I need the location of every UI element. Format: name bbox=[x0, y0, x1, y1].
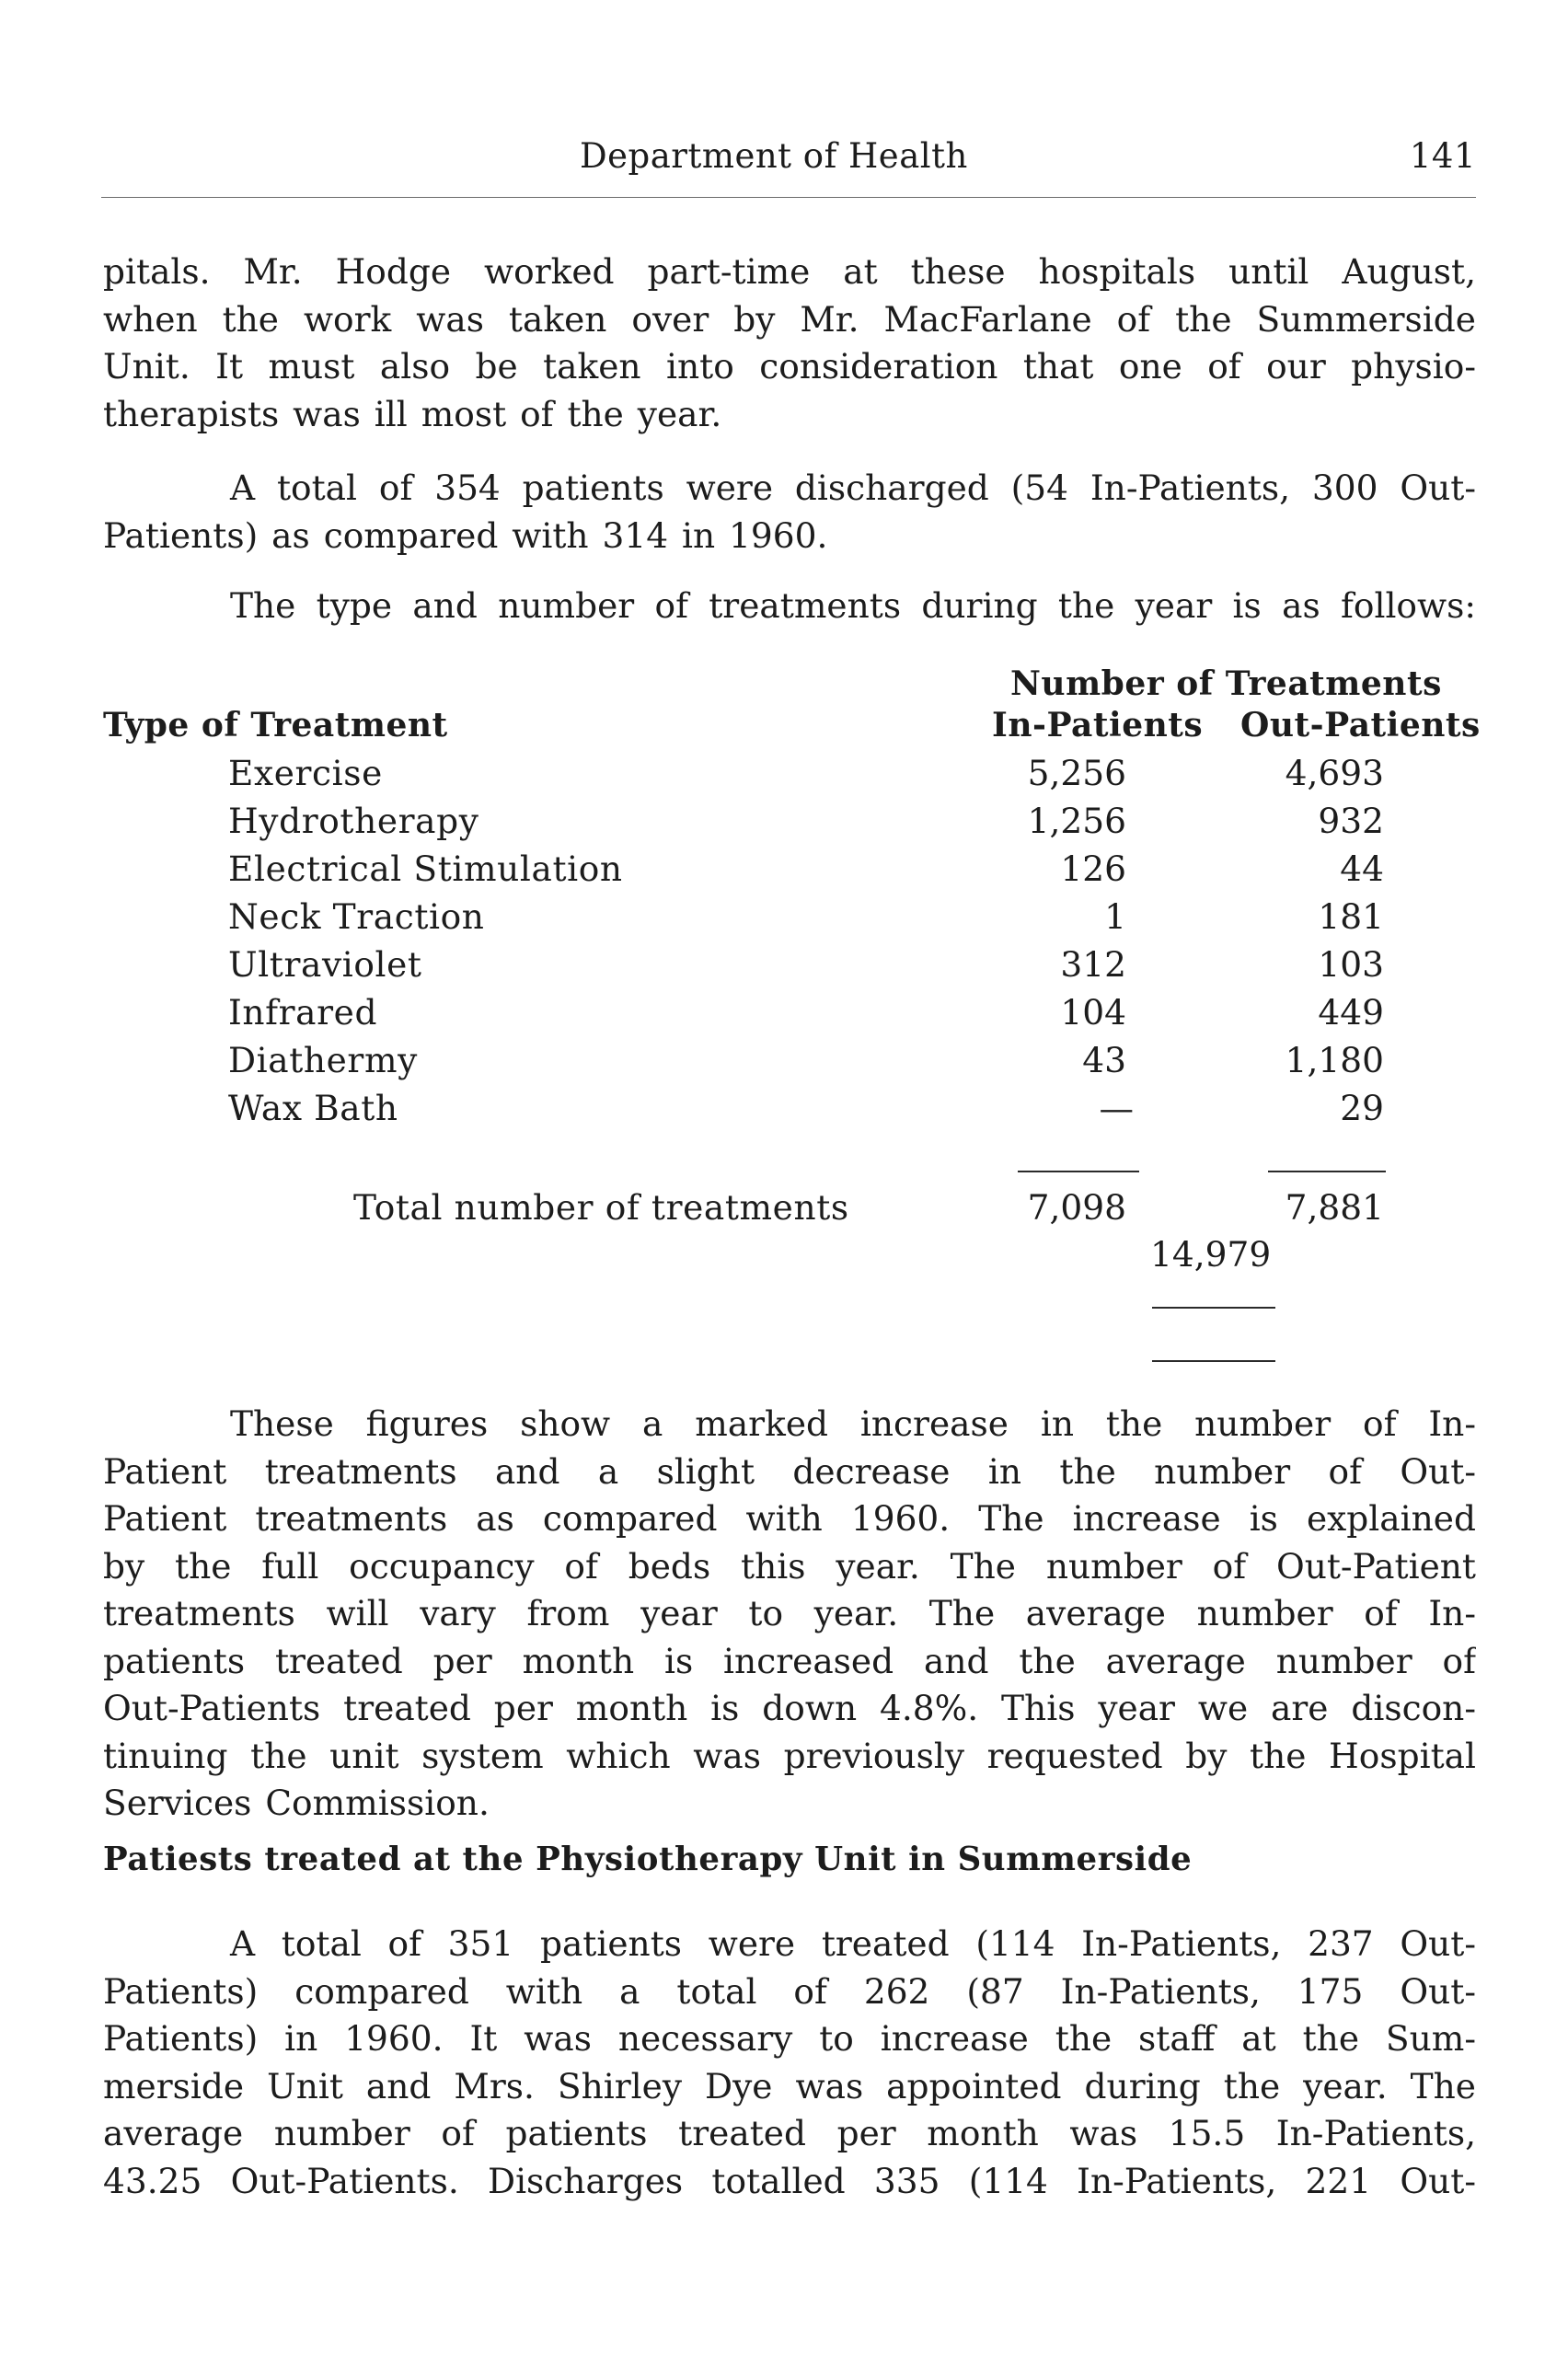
table-cell-out: 103 bbox=[1318, 944, 1384, 985]
grand-total-rule-bottom bbox=[1152, 1360, 1275, 1362]
paragraph-3 bbox=[103, 583, 1476, 630]
table-column-header-type: Type of Treatment bbox=[103, 706, 448, 744]
table-cell-in: 5,256 bbox=[1027, 753, 1126, 793]
paragraph-line: Patient treatments as compared with 1960. The increase is explained bbox=[103, 1498, 1476, 1539]
paragraph-line: pitals. Mr. Hodge worked part-time at these hospitals until August, bbox=[103, 251, 1476, 292]
table-cell-out: 4,693 bbox=[1285, 753, 1384, 793]
table-row-label: Ultraviolet bbox=[228, 944, 422, 985]
table-column-header-out: Out-Patients bbox=[1240, 706, 1481, 744]
paragraph-line: 43.25 Out-Patients. Discharges totalled 335 (114 In-Patients, 221 Out- bbox=[103, 2160, 1476, 2201]
table-row-label: Exercise bbox=[228, 753, 383, 793]
paragraph-line: A total of 354 patients were discharged (54 In-Patients, 300 Out- bbox=[230, 467, 1476, 508]
table-row-label: Diathermy bbox=[228, 1040, 418, 1080]
paragraph-4 bbox=[103, 1401, 1476, 1828]
table-row-label: Neck Traction bbox=[228, 896, 485, 937]
table-grand-total: 14,979 bbox=[1150, 1234, 1272, 1275]
table-cell-out: 449 bbox=[1318, 992, 1384, 1033]
paragraph-line: Patients) compared with a total of 262 (87 In-Patients, 175 Out- bbox=[103, 1970, 1476, 2012]
running-header bbox=[101, 136, 1476, 191]
paragraph-2 bbox=[103, 465, 1476, 560]
table-cell-out: 29 bbox=[1340, 1088, 1384, 1128]
table-cell-in: — bbox=[1099, 1088, 1134, 1128]
table-cell-out: 44 bbox=[1340, 848, 1384, 889]
paragraph-line: Patient treatments and a slight decrease in the number of Out- bbox=[103, 1450, 1476, 1492]
paragraph-line: treatments will vary from year to year. The average number of In- bbox=[103, 1593, 1476, 1633]
paragraph-line: Out-Patients treated per month is down 4.8%. This year we are discon- bbox=[103, 1688, 1476, 1728]
table-total-out: 7,881 bbox=[1285, 1187, 1384, 1228]
table-cell-in: 1,256 bbox=[1027, 801, 1126, 841]
paragraph-line: patients treated per month is increased and the average number of bbox=[103, 1640, 1476, 1681]
table-cell-in: 1 bbox=[1104, 896, 1126, 937]
paragraph-line: average number of patients treated per month was 15.5 In-Patients, bbox=[103, 2113, 1476, 2153]
table-cell-in: 126 bbox=[1060, 848, 1126, 889]
table-cell-in: 104 bbox=[1060, 992, 1126, 1033]
section-heading: Patiests treated at the Physiotherapy Unit in Summerside bbox=[103, 1841, 1193, 1878]
paragraph-line: Unit. It must also be taken into consideration that one of our physio- bbox=[103, 346, 1476, 387]
paragraph-line: Patients) in 1960. It was necessary to increase the staff at the Sum- bbox=[103, 2018, 1476, 2059]
table-total-label: Total number of treatments bbox=[353, 1187, 849, 1228]
header-title: Department of Health bbox=[580, 136, 968, 176]
subtotal-rule-in bbox=[1018, 1171, 1139, 1172]
table-column-header-in: In-Patients bbox=[992, 706, 1204, 744]
table-cell-out: 181 bbox=[1318, 896, 1384, 937]
table-cell-out: 1,180 bbox=[1285, 1040, 1384, 1080]
table-row-label: Wax Bath bbox=[228, 1088, 398, 1128]
paragraph-line: The type and number of treatments during the year is as follows: bbox=[230, 585, 1476, 626]
table-cell-out: 932 bbox=[1318, 801, 1384, 841]
paragraph-line: merside Unit and Mrs. Shirley Dye was appointed during the year. The bbox=[103, 2065, 1476, 2106]
table-row-label: Infrared bbox=[228, 992, 378, 1033]
table-total-in: 7,098 bbox=[1027, 1187, 1126, 1228]
paragraph-line: by the full occupancy of beds this year. The number of Out-Patient bbox=[103, 1545, 1476, 1587]
table-row-label: Electrical Stimulation bbox=[228, 848, 623, 889]
table-group-header: Number of Treatments bbox=[1010, 664, 1442, 703]
paragraph-line: when the work was taken over by Mr. MacFarlane of the Summerside bbox=[103, 298, 1476, 340]
table-row-label: Hydrotherapy bbox=[228, 801, 479, 841]
paragraph-line: Patients) as compared with 314 in 1960. bbox=[103, 514, 828, 556]
paragraph-5 bbox=[103, 1921, 1476, 2205]
paragraph-line: Services Commission. bbox=[103, 1783, 490, 1823]
paragraph-line: therapists was ill most of the year. bbox=[103, 393, 722, 434]
paragraph-line: These figures show a marked increase in the number of In- bbox=[230, 1403, 1476, 1444]
subtotal-rule-out bbox=[1268, 1171, 1386, 1172]
paragraph-line: tinuing the unit system which was previously requested by the Hospital bbox=[103, 1735, 1476, 1776]
table-cell-in: 43 bbox=[1082, 1040, 1126, 1080]
grand-total-rule-top bbox=[1152, 1307, 1275, 1309]
page-number: 141 bbox=[1409, 136, 1476, 176]
header-rule bbox=[101, 197, 1476, 198]
paragraph-1 bbox=[103, 248, 1476, 438]
table-cell-in: 312 bbox=[1060, 944, 1126, 985]
paragraph-line: A total of 351 patients were treated (114 In-Patients, 237 Out- bbox=[230, 1923, 1476, 1964]
